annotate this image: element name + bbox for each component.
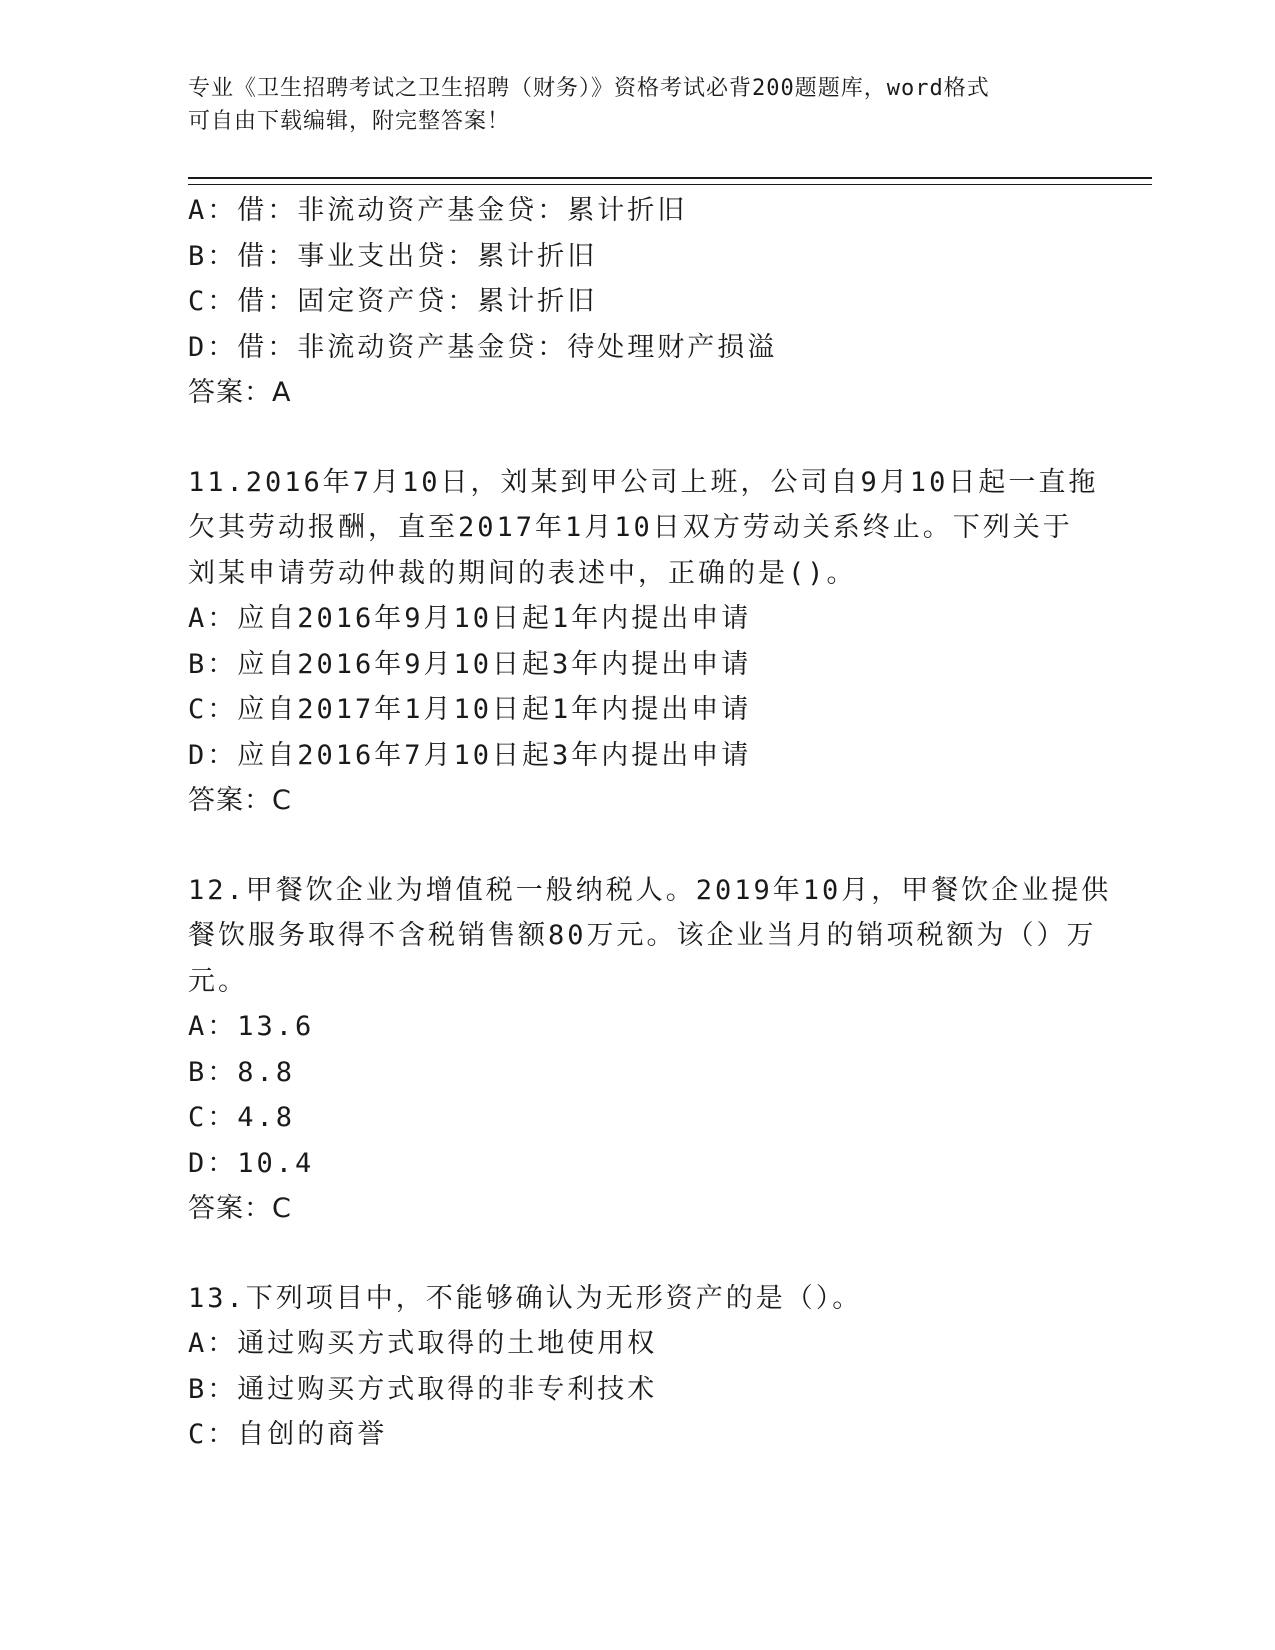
spacer bbox=[188, 416, 1088, 460]
option-b: B：8.8 bbox=[188, 1056, 296, 1088]
option-d: D：借：非流动资产基金贷：待处理财产损溢 bbox=[188, 331, 778, 363]
header-title-line-2: 可自由下载编辑，附完整答案！ bbox=[188, 109, 511, 134]
question-list bbox=[188, 188, 1112, 1458]
question-stem-line: 12.甲餐饮企业为增值税一般纳税人。2019年10月，甲餐饮企业提供 bbox=[188, 874, 1112, 906]
answer: 答案：C bbox=[188, 785, 292, 816]
option-c: C：4.8 bbox=[188, 1102, 296, 1133]
answer: 答案：A bbox=[188, 377, 292, 408]
option-d: D：10.4 bbox=[188, 1147, 315, 1179]
header-title-line-1: 专业《卫生招聘考试之卫生招聘（财务）》资格考试必背200题题库，word格式 bbox=[188, 76, 990, 101]
question-10 bbox=[188, 188, 1088, 416]
spacer bbox=[188, 1232, 1088, 1276]
option-c: C：应自2017年1月10日起1年内提出申请 bbox=[188, 694, 752, 725]
option-c: C：借：固定资产贷：累计折旧 bbox=[188, 286, 598, 317]
answer: 答案：C bbox=[188, 1193, 292, 1224]
header-divider bbox=[188, 177, 1152, 185]
option-a: A：13.6 bbox=[188, 1011, 315, 1042]
question-13 bbox=[188, 1276, 1088, 1458]
spacer bbox=[188, 824, 1088, 868]
question-stem-line: 13.下列项目中，不能够确认为无形资产的是（）。 bbox=[188, 1282, 863, 1314]
question-12 bbox=[188, 868, 1112, 1232]
question-11 bbox=[188, 460, 1099, 824]
question-stem-line: 餐饮服务取得不含税销售额80万元。该企业当月的销项税额为（）万 bbox=[188, 920, 1097, 951]
option-b: B：应自2016年9月10日起3年内提出申请 bbox=[188, 648, 752, 680]
option-b: B：借：事业支出贷：累计折旧 bbox=[188, 240, 598, 272]
option-a: A：应自2016年9月10日起1年内提出申请 bbox=[188, 603, 752, 634]
option-a: A：通过购买方式取得的土地使用权 bbox=[188, 1328, 658, 1359]
document-header bbox=[188, 72, 1068, 138]
question-stem-line: 元。 bbox=[188, 965, 248, 997]
option-a: A：借：非流动资产基金贷：累计折旧 bbox=[188, 195, 688, 226]
option-d: D：应自2016年7月10日起3年内提出申请 bbox=[188, 739, 752, 771]
option-c: C：自创的商誉 bbox=[188, 1419, 388, 1450]
question-stem-line: 刘某申请劳动仲裁的期间的表述中，正确的是()。 bbox=[188, 557, 857, 589]
question-stem-line: 11.2016年7月10日，刘某到甲公司上班，公司自9月10日起一直拖 bbox=[188, 466, 1099, 498]
option-b: B：通过购买方式取得的非专利技术 bbox=[188, 1373, 658, 1405]
question-stem-line: 欠其劳动报酬，直至2017年1月10日双方劳动关系终止。下列关于 bbox=[188, 512, 1073, 543]
